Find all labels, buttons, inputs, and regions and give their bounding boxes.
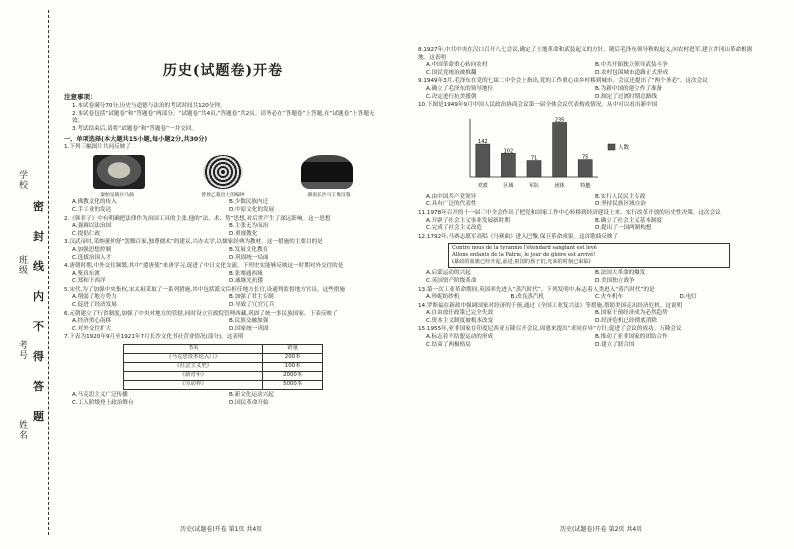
table-cell: 《劳动界》 bbox=[124, 381, 263, 390]
question-stem: 4.唐朝时期,中外交往频繁,其中“遣唐使”来唐学习,促进了中日文化交流。下列史实能够反映这一时期对外交往的是 bbox=[64, 263, 344, 270]
options bbox=[64, 294, 382, 309]
option: C.促进了经济发展 bbox=[72, 302, 117, 309]
bar-value-label: 75 bbox=[582, 154, 589, 161]
x-tick-label: 区域 bbox=[503, 182, 514, 189]
table-row bbox=[124, 363, 323, 372]
option: A.启蒙运动的兴起 bbox=[426, 270, 471, 277]
options bbox=[64, 392, 382, 407]
page-footer: 历史(试题卷)开卷 第2页 共4页 bbox=[560, 526, 643, 533]
options bbox=[418, 334, 760, 349]
option: D.巩固统一局面 bbox=[229, 254, 269, 261]
table-cell: 《马克思资本论入门》 bbox=[124, 354, 263, 363]
option: A.马克思主义广泛传播 bbox=[72, 392, 128, 399]
option: B.少数民族内迁 bbox=[229, 199, 269, 206]
note-item: 3.考试结束后,请将“试题卷”和“答题卷”一并交回。 bbox=[72, 125, 197, 132]
cut-line bbox=[48, 10, 49, 535]
question-1 bbox=[64, 144, 382, 214]
question-stem: 14.罗斯福在新政中强调国家对经济的干预,通过《全国工业复兴法》等措施,帮助美国走出经济危机。这说明 bbox=[418, 302, 683, 309]
question-stem: 2.《韩非子》中有明确把法律作为治国工具的主张,他的“法、术、势”思想,对后世产生了深远影响。这一思想 bbox=[64, 215, 331, 222]
artifact-image bbox=[93, 155, 145, 189]
x-tick-label: 特邀 bbox=[580, 182, 591, 189]
bar-chart bbox=[448, 113, 658, 191]
option: D.建立了联合国 bbox=[595, 341, 635, 348]
option: B.法国大革命的爆发 bbox=[595, 270, 646, 277]
option: C.完成了社会主义改造 bbox=[426, 225, 483, 232]
question-12 bbox=[418, 234, 760, 286]
seal-char: 线 bbox=[33, 260, 44, 273]
question-stem: 5.宋代,为了加强中央集权,宋太祖采取了一系列措施,其中包括派文臣担任地方长官,设通判监督地方官员。这些措施 bbox=[64, 286, 345, 293]
legend-label: 人数 bbox=[618, 144, 630, 151]
question-stem: 6.元朝建立了行省制度,加强了中央对地方的管辖,同时设立宣政院管理西藏,巩固了统一多民族国家。下表反映了 bbox=[64, 310, 338, 317]
bar-value-label: 142 bbox=[478, 138, 488, 145]
question-stem: 9.1949年3月,毛泽东在党的七届二中全会上指出,党的工作重心由乡村移到城市。会议还提出了“两个务必”。这次会议 bbox=[418, 78, 708, 85]
question-11 bbox=[418, 210, 760, 233]
option: D.制定了过渡时期总路线 bbox=[595, 93, 658, 100]
options bbox=[64, 223, 382, 238]
option: D.提出了一国两制构想 bbox=[595, 225, 652, 232]
question-10 bbox=[418, 102, 760, 209]
x-tick-label: 党派 bbox=[477, 182, 488, 189]
question-8 bbox=[418, 47, 760, 77]
option: A.加强思想控制 bbox=[72, 246, 112, 253]
table-row bbox=[124, 354, 323, 363]
question-stem: 1.下列三幅图片共同反映了 bbox=[64, 144, 131, 151]
table-cell: 100本 bbox=[263, 363, 323, 372]
table-cell: 《社会主义史》 bbox=[124, 363, 263, 372]
option: A.确立了毛泽东的领导地位 bbox=[426, 85, 494, 92]
song-lyrics-box bbox=[448, 243, 730, 268]
option: C.提倡仁政 bbox=[72, 230, 101, 237]
question-4 bbox=[64, 263, 382, 286]
option: B.实行人民民主专政 bbox=[595, 193, 646, 200]
option: D.戚继光抗倭 bbox=[229, 278, 264, 285]
seal-char: 封 bbox=[33, 230, 44, 243]
option: C.具有广泛的代表性 bbox=[426, 201, 477, 208]
question-13 bbox=[418, 287, 760, 302]
question-2 bbox=[64, 216, 382, 239]
image-caption: 曾侯乙墓出土的编钟 bbox=[201, 192, 245, 198]
bar-value-label: 71 bbox=[530, 155, 538, 162]
section-heading: 一、单项选择(本大题共15小题,每小题2分,共30分) bbox=[64, 135, 208, 143]
question-stem: 13.第一次工业革命期间,英国率先进入“蒸汽时代”。下列发明中,标志着人类进入“蒸汽时代”的是 bbox=[418, 286, 655, 293]
seal-char: 题 bbox=[33, 410, 44, 423]
option: B.推动了亚非国家的团结合作 bbox=[595, 334, 668, 341]
legend-swatch bbox=[608, 144, 615, 150]
question-6 bbox=[64, 311, 382, 334]
seal-char: 答 bbox=[33, 380, 44, 393]
bar-value-label: 102 bbox=[503, 148, 514, 155]
question-14 bbox=[418, 303, 760, 326]
option: A.由中国共产党领导 bbox=[426, 193, 477, 200]
option: B.改良蒸汽机 bbox=[510, 294, 545, 301]
notes-heading: 注意事项： bbox=[64, 92, 97, 101]
page-title: 历史(试题卷)开卷 bbox=[162, 63, 284, 79]
chart-svg bbox=[448, 113, 658, 191]
option: C.国民党统治被推翻 bbox=[426, 69, 477, 76]
question-3 bbox=[64, 239, 382, 262]
question-15 bbox=[418, 326, 760, 349]
artifact-image bbox=[301, 155, 353, 189]
table-row bbox=[124, 381, 323, 390]
options bbox=[418, 294, 760, 302]
option: B.张骞通西域 bbox=[229, 270, 263, 277]
option: A.珍妮纺纱机 bbox=[426, 294, 460, 301]
x-tick-label: 团体 bbox=[554, 182, 565, 189]
question-stem: 10.下图是1949年9月中国人民政治协商会议第一届全体会议代表构成情况。从中可以看出新中国 bbox=[418, 102, 658, 109]
page-footer: 历史(试题卷)开卷 第1页 共4页 bbox=[180, 526, 263, 533]
options bbox=[64, 199, 382, 214]
lyric-line: Contre nous de la tyrannie l'étendard sanglant est levé bbox=[452, 245, 597, 252]
options bbox=[418, 310, 760, 325]
left-column bbox=[64, 46, 382, 531]
options bbox=[418, 86, 760, 101]
option: D.电灯 bbox=[679, 294, 697, 301]
option: D.国家统一巩固 bbox=[229, 325, 269, 332]
options bbox=[418, 62, 760, 77]
chart-bar bbox=[476, 144, 490, 177]
option: A.削弱了地方势力 bbox=[72, 294, 117, 301]
option: C.工人阶级登上政治舞台 bbox=[72, 399, 134, 406]
option: D.重视教化 bbox=[229, 230, 258, 237]
option: B.主张无为而治 bbox=[229, 223, 269, 230]
binding-label-class: 班级 bbox=[17, 255, 27, 275]
table-cell: 《新青年》 bbox=[124, 372, 263, 381]
option: C.手工业的发达 bbox=[72, 206, 112, 213]
option: B.新文化运动兴起 bbox=[229, 392, 274, 399]
table-cell: 书名 bbox=[124, 345, 263, 354]
question-5 bbox=[64, 287, 382, 310]
question-images bbox=[64, 155, 382, 191]
artifact-image bbox=[203, 155, 243, 189]
option: A.中国革命重心转向农村 bbox=[426, 62, 488, 69]
options bbox=[418, 194, 760, 209]
seal-char: 不 bbox=[33, 320, 44, 333]
option: A.标志着不结盟运动的形成 bbox=[426, 334, 494, 341]
option: B.民族交融加强 bbox=[229, 318, 269, 325]
data-table bbox=[123, 344, 323, 390]
option: D.坚持民族区域自治 bbox=[595, 201, 646, 208]
binding-label-name: 姓名 bbox=[17, 420, 27, 440]
option: D.导致了冗官冗兵 bbox=[229, 302, 275, 309]
seal-char: 内 bbox=[33, 290, 44, 303]
question-stem: 8.1927年,中共中央在汉口召开八七会议,确定了土地革命和武装起义的方针。随后毛泽东领导秋收起义,向农村进军,建立井冈山革命根据地。这表明 bbox=[418, 47, 753, 61]
seal-char: 密 bbox=[33, 200, 44, 213]
option: C.选拔治国人才 bbox=[72, 254, 112, 261]
option: A.强调以法治国 bbox=[72, 223, 112, 230]
options bbox=[64, 247, 382, 262]
option: C.郑和下西洋 bbox=[72, 278, 106, 285]
question-stem: 7.下表为1920年9月至1921年7月长沙文化书社营业情况(部分)。这表明 bbox=[64, 334, 244, 341]
lyric-line: Allons enfants de la Patrie, le jour de gloire est arrivé! bbox=[452, 252, 596, 259]
table-cell: 销量 bbox=[263, 345, 323, 354]
option: B.加强了君主专制 bbox=[229, 294, 274, 301]
options bbox=[64, 271, 382, 286]
options bbox=[418, 270, 760, 285]
option: A.鉴真东渡 bbox=[72, 270, 100, 277]
binding-label-school: 学校 bbox=[17, 170, 27, 190]
binding-margin bbox=[0, 0, 70, 549]
lyric-translation: (暴政的血旗已经升起,前进,祖国的孩子们,光荣的时刻已来临) bbox=[452, 259, 591, 266]
table-row bbox=[124, 372, 323, 381]
option: D.农村包围城市道路正式形成 bbox=[595, 69, 669, 76]
bar-value-label: 235 bbox=[554, 117, 565, 124]
option: B.中共开始独立领导武装斗争 bbox=[595, 62, 668, 69]
option: D.国民革命开始 bbox=[229, 399, 269, 406]
options bbox=[64, 318, 382, 333]
option: D.经济危机已经彻底消除 bbox=[595, 317, 658, 324]
option: A.佛教文化的传入 bbox=[72, 199, 117, 206]
option: A.开辟了社会主义事业发展新时期 bbox=[426, 217, 510, 224]
option: A.自由放任政策已完全失效 bbox=[426, 310, 494, 317]
option: C.资本主义制度被根本改变 bbox=[426, 317, 494, 324]
option: B.发展文化教育 bbox=[229, 246, 269, 253]
option: C.火车机车 bbox=[595, 294, 624, 301]
seal-char: 得 bbox=[33, 350, 44, 363]
table-cell: 2000本 bbox=[263, 372, 323, 381]
table-row bbox=[124, 345, 323, 354]
option: B.国家干预经济成为必然趋势 bbox=[595, 310, 668, 317]
option: C.英国资产阶级革命 bbox=[426, 277, 477, 284]
image-caption: 湖南长沙马王堆汉墓 bbox=[307, 192, 351, 198]
option: A.经济重心南移 bbox=[72, 318, 112, 325]
question-9 bbox=[418, 78, 760, 101]
option: B.确立了社会主义基本制度 bbox=[595, 217, 663, 224]
option: C.决定进行抗美援朝 bbox=[426, 93, 477, 100]
x-tick-label: 军队 bbox=[528, 182, 540, 189]
option: C.结束了两极格局 bbox=[426, 341, 471, 348]
options bbox=[418, 218, 760, 233]
note-item: 2.本试卷包括“试题卷”和“答题卷”两部分。“试题卷”共4页,“答题卷”共2页。请务必在“答题卷”上答题,在“试题卷”上答题无效。 bbox=[72, 110, 375, 125]
chart-bar bbox=[553, 122, 567, 177]
binding-label-number: 考号 bbox=[17, 340, 27, 360]
chart-bar bbox=[527, 160, 541, 176]
table-cell: 5000本 bbox=[263, 381, 323, 390]
note-item: 1.本试卷满分70分,历史与道德与法治的考试时间共120分钟。 bbox=[72, 103, 226, 110]
question-stem: 3.汉武帝时,采纳董仲舒“罢黜百家,独尊儒术”的建议,兴办太学,以儒家经典为教材。这一措施的主要目的是 bbox=[64, 239, 323, 246]
question-stem: 15.1955年,亚非国家在印度尼西亚万隆召开会议,周恩来提出“求同存异”方针,促进了会议的成功。万隆会议 bbox=[418, 326, 682, 333]
option: D.中原文化的发展 bbox=[229, 206, 275, 213]
chart-bar bbox=[578, 159, 592, 176]
right-column bbox=[418, 46, 760, 531]
option: D.美国独立战争 bbox=[595, 277, 635, 284]
question-stem: 11.1978年召开的十一届三中全会作出了把党和国家工作中心转移到经济建设上来、实行改革开放的历史性决策。这次会议 bbox=[418, 209, 721, 216]
question-7 bbox=[64, 334, 382, 407]
question-stem: 12.1792年,马赛志愿军高唱《马赛曲》进入巴黎,保卫革命成果。这首歌曲反映了 bbox=[418, 233, 619, 240]
option: B.为新中国的建立作了准备 bbox=[595, 85, 663, 92]
image-caption: 秦始皇陵兵马俑 bbox=[100, 192, 134, 198]
table-cell: 200本 bbox=[263, 354, 323, 363]
option: C.对外交往扩大 bbox=[72, 325, 112, 332]
chart-bar bbox=[501, 153, 515, 177]
